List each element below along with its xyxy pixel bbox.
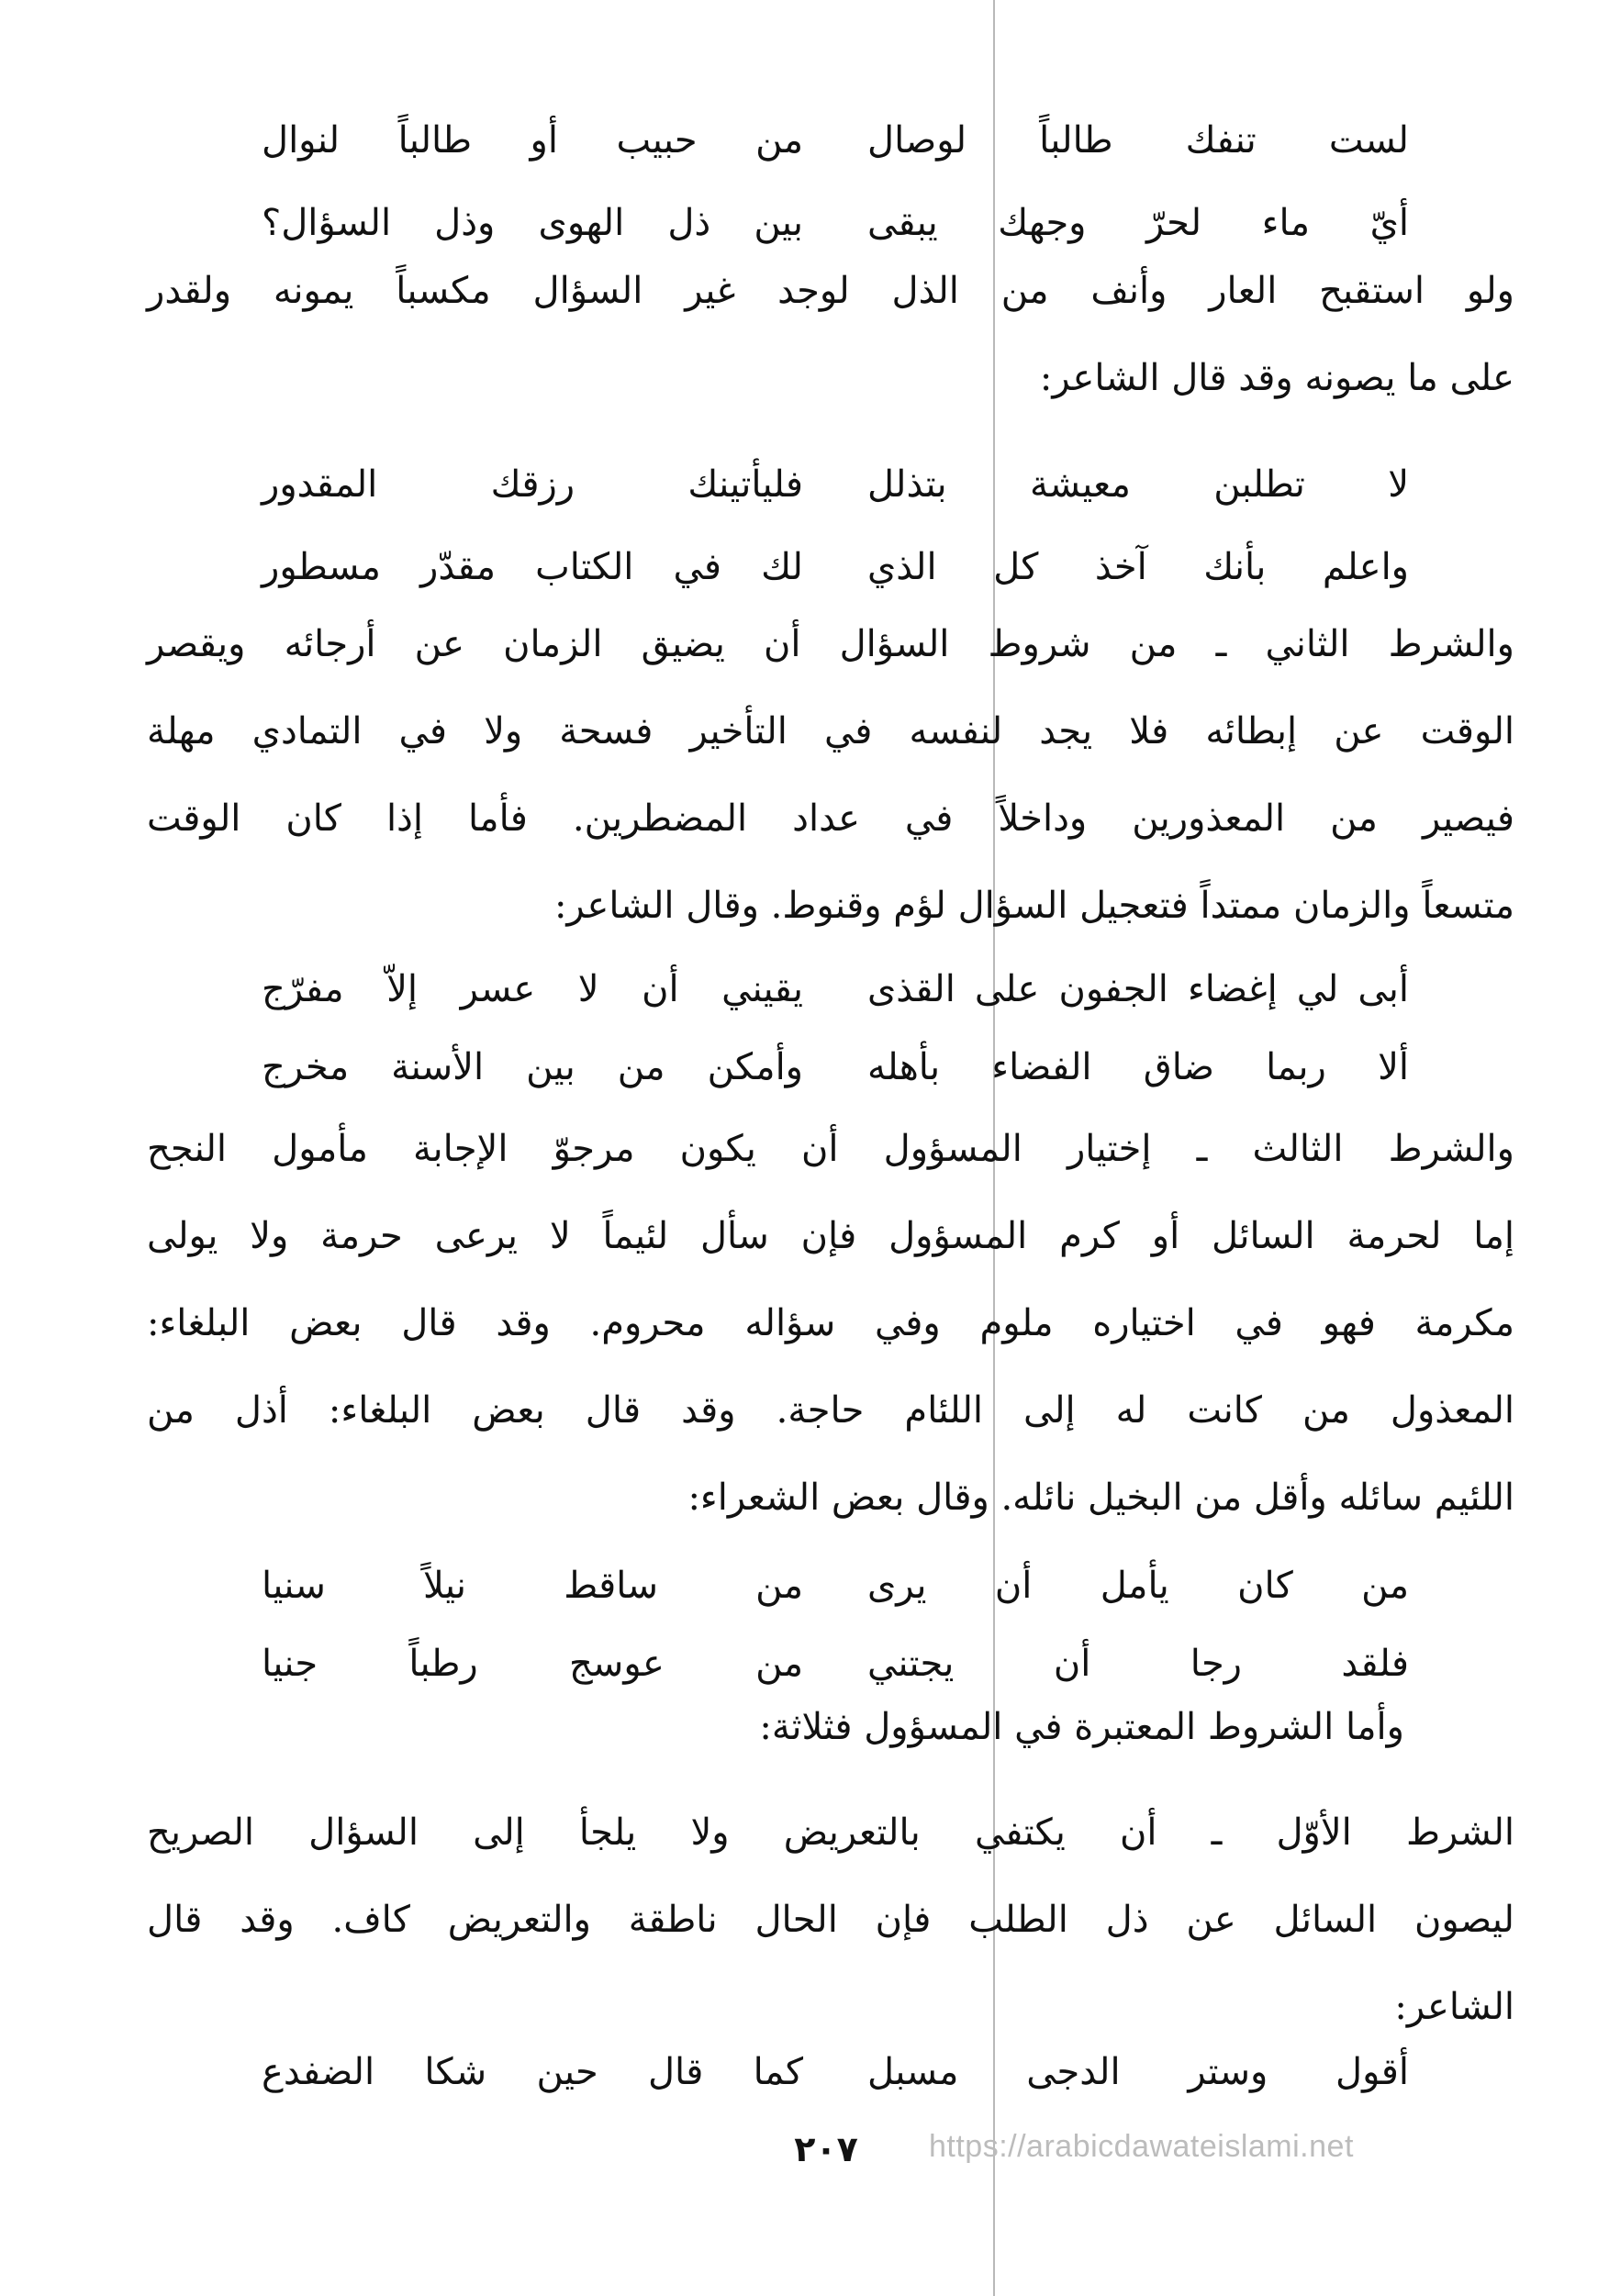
verse-right-hemistich: واعلم بأنك آخذ كل الذي <box>867 546 1409 588</box>
prose-line: على ما يصونه وقد قال الشاعر: <box>1039 357 1514 399</box>
verse-right-hemistich: ألا ربما ضاق الفضاء بأهله <box>867 1046 1409 1088</box>
verse-line <box>262 968 1409 1010</box>
verse-line <box>262 1643 1409 1685</box>
prose-paragraph <box>147 248 1514 422</box>
prose-line: متسعاً والزمان ممتداً فتعجيل السؤال لؤم وقنوط. وقال الشاعر: <box>553 885 1514 927</box>
verse-left-hemistich: كما قال حين شكا الضفدع <box>262 2051 803 2093</box>
watermark-url: https://arabicdawateislami.net <box>929 2129 1354 2164</box>
verse-left-hemistich: بين ذل الهوى وذل السؤال؟ <box>262 202 803 244</box>
verse-line <box>262 463 1409 506</box>
prose-paragraph <box>147 1106 1514 1542</box>
prose-line: والشرط الثالث ـ إختيار المسؤول أن يكون مرجوّ الإجابة مأمول النجح <box>147 1128 1514 1170</box>
prose-paragraph <box>147 601 1514 950</box>
verse-left-hemistich: وأمكن من بين الأسنة مخرج <box>262 1046 803 1088</box>
verse-left-hemistich: من حبيب أو طالباً لنوال <box>262 119 803 162</box>
verse-line <box>262 119 1409 162</box>
prose-line: الشرط الأوّل ـ أن يكتفي بالتعريض ولا يلجأ إلى السؤال الصريح <box>147 1811 1514 1854</box>
prose-line: اللئيم سائله وأقل من البخيل نائله. وقال بعض الشعراء: <box>687 1477 1514 1519</box>
verse-left-hemistich: فليأتينك رزقك المقدور <box>262 463 803 506</box>
verse-right-hemistich: أبى لي إغضاء الجفون على القذى <box>867 968 1409 1010</box>
prose-line: ولو استقبح العار وأنف من الذل لوجد غير السؤال مكسباً يمونه ولقدر <box>147 270 1514 312</box>
page-number: ٢٠٧ <box>794 2129 858 2169</box>
verse-right-hemistich: فلقد رجا أن يجتني <box>867 1643 1409 1685</box>
verse-line <box>262 546 1409 588</box>
prose-line: وأما الشروط المعتبرة في المسؤول فثلاثة: <box>759 1706 1404 1748</box>
prose-line: الشاعر: <box>1394 1986 1514 2028</box>
verse-line <box>262 1046 1409 1088</box>
prose-paragraph <box>147 1789 1514 2051</box>
verse-right-hemistich: لست تنفك طالباً لوصال <box>867 119 1409 162</box>
verse-right-hemistich: لا تطلبن معيشة بتذلل <box>867 463 1409 506</box>
verse-line <box>262 2051 1409 2093</box>
verse-left-hemistich: من عوسج رطباً جنيا <box>262 1643 803 1685</box>
verse-right-hemistich: أقول وستر الدجى مسبل <box>867 2051 1409 2093</box>
prose-line: فيصير من المعذورين وداخلاً في عداد المضطرين. فأما إذا كان الوقت <box>147 797 1514 840</box>
prose-line: مكرمة فهو في اختياره ملوم وفي سؤاله محروم. وقد قال بعض البلغاء: <box>147 1302 1514 1344</box>
prose-line: ليصون السائل عن ذل الطلب فإن الحال ناطقة والتعريض كاف. وقد قال <box>147 1899 1514 1941</box>
prose-line: الوقت عن إبطائه فلا يجد لنفسه في التأخير فسحة ولا في التمادي مهلة <box>147 710 1514 752</box>
prose-line: والشرط الثاني ـ من شروط السؤال أن يضيق الزمان عن أرجائه ويقصر <box>147 623 1514 665</box>
verse-line <box>262 202 1409 244</box>
verse-right-hemistich: أيّ ماء لحرّ وجهك يبقى <box>867 202 1409 244</box>
verse-right-hemistich: من كان يأمل أن يرى <box>867 1565 1409 1607</box>
prose-paragraph <box>266 1684 1404 1771</box>
prose-line: إما لحرمة السائل أو كرم المسؤول فإن سأل لئيماً لا يرعى حرمة ولا يولى <box>147 1215 1514 1257</box>
verse-left-hemistich: يقيني أن لا عسر إلاّ مفرّج <box>262 968 803 1010</box>
verse-left-hemistich: لك في الكتاب مقدّر مسطور <box>262 546 803 588</box>
prose-line: المعذول من كانت له إلى اللئام حاجة. وقد قال بعض البلغاء: أذل من <box>147 1389 1514 1432</box>
verse-line <box>262 1565 1409 1607</box>
verse-left-hemistich: من ساقط نيلاً سنيا <box>262 1565 803 1607</box>
